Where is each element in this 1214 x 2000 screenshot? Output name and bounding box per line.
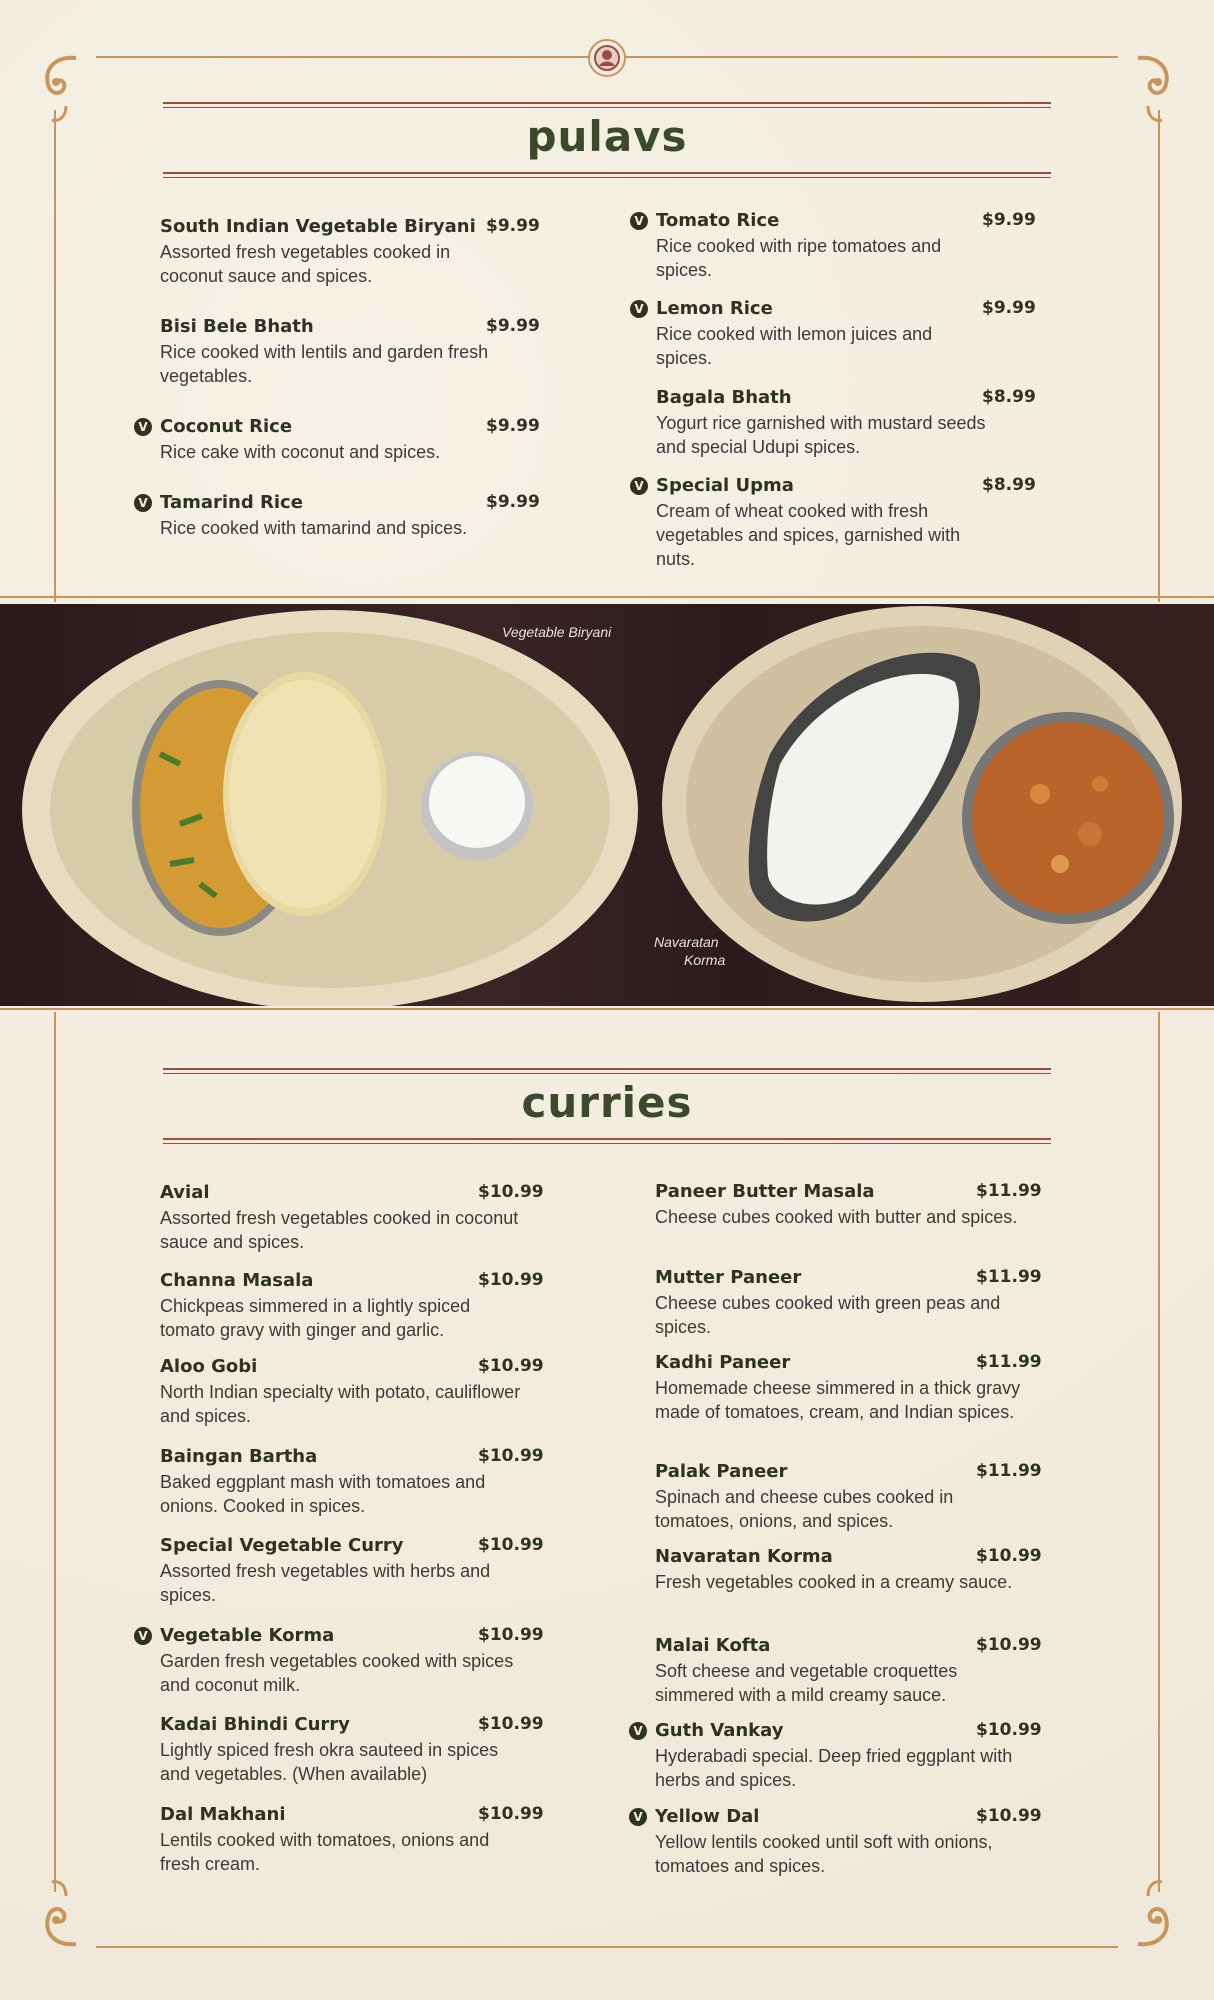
item-name: Special Vegetable Curry <box>160 1535 404 1556</box>
item-description: Rice cooked with ripe tomatoes and spices. <box>656 236 942 280</box>
item-price: $9.99 <box>982 210 1036 230</box>
frame-lower-top <box>0 1008 1214 1010</box>
item-description: Cheese cubes cooked with butter and spices. <box>655 1207 1018 1227</box>
menu-item <box>160 316 546 396</box>
menu-item <box>633 1720 1042 1800</box>
item-price: $11.99 <box>976 1267 1042 1287</box>
frame-upper-bottom <box>0 596 1214 598</box>
vegan-badge-icon: V <box>630 477 648 495</box>
item-name: Guth Vankay <box>655 1720 784 1741</box>
item-description: Lightly spiced fresh okra sauteed in spices and vegetables. (When available) <box>160 1740 499 1784</box>
vegan-badge-icon: V <box>630 212 648 230</box>
menu-item <box>160 216 546 296</box>
item-price: $10.99 <box>478 1270 544 1290</box>
logo-emblem-icon <box>587 38 627 78</box>
item-description: Fresh vegetables cooked in a creamy sauce. <box>655 1572 1013 1592</box>
menu-item <box>138 416 546 496</box>
menu-item <box>655 1461 1042 1541</box>
item-description: Soft cheese and vegetable croquettes simmered with a mild creamy sauce. <box>655 1661 958 1705</box>
item-description: Lentils cooked with tomatoes, onions and fresh cream. <box>160 1830 490 1874</box>
item-description: North Indian specialty with potato, cauliflower and spices. <box>160 1382 521 1426</box>
vegan-badge-icon: V <box>134 494 152 512</box>
item-name: Paneer Butter Masala <box>655 1181 875 1202</box>
item-name: Channa Masala <box>160 1270 314 1291</box>
item-name: Coconut Rice <box>160 416 293 437</box>
item-description: Cheese cubes cooked with green peas and spices. <box>655 1293 1001 1337</box>
item-name: Bisi Bele Bhath <box>160 316 314 337</box>
pulavs-title: pulavs <box>526 112 688 161</box>
item-name: Bagala Bhath <box>656 387 792 408</box>
item-name: Tamarind Rice <box>160 492 303 513</box>
item-name: Tomato Rice <box>656 210 780 231</box>
item-description: Assorted fresh vegetables with herbs and spices. <box>160 1561 491 1605</box>
pulavs-rule-top <box>163 102 1051 108</box>
vegan-badge-icon: V <box>629 1808 647 1826</box>
menu-item <box>655 1267 1042 1347</box>
item-price: $9.99 <box>486 216 540 236</box>
item-description: Yogurt rice garnished with mustard seeds and special Udupi spices. <box>656 413 986 457</box>
menu-item <box>655 1181 1042 1261</box>
menu-item <box>655 1546 1042 1626</box>
item-name: Kadhi Paneer <box>655 1352 791 1373</box>
menu-item <box>138 492 546 572</box>
menu-item <box>160 1182 544 1262</box>
menu-item <box>138 1625 544 1705</box>
vegan-badge-icon: V <box>629 1722 647 1740</box>
menu-item <box>633 1806 1042 1886</box>
item-name: Dal Makhani <box>160 1804 286 1825</box>
item-name: Avial <box>160 1182 210 1203</box>
item-name: Kadai Bhindi Curry <box>160 1714 350 1735</box>
item-price: $10.99 <box>976 1546 1042 1566</box>
item-description: Garden fresh vegetables cooked with spices and coconut milk. <box>160 1651 514 1695</box>
item-price: $11.99 <box>976 1461 1042 1481</box>
menu-item <box>655 1635 1042 1715</box>
item-price: $11.99 <box>976 1352 1042 1372</box>
item-price: $10.99 <box>478 1182 544 1202</box>
item-price: $8.99 <box>982 387 1036 407</box>
item-price: $10.99 <box>976 1635 1042 1655</box>
item-name: Aloo Gobi <box>160 1356 258 1377</box>
pulavs-rule-bottom <box>163 172 1051 178</box>
item-price: $10.99 <box>478 1625 544 1645</box>
item-price: $10.99 <box>976 1806 1042 1826</box>
vegan-badge-icon: V <box>134 1627 152 1645</box>
ornament-bottom-left-icon <box>36 1876 116 1956</box>
caption-navaratan-line2: Korma <box>684 952 726 968</box>
item-description: Hyderabadi special. Deep fried eggplant with herbs and spices. <box>655 1746 1013 1790</box>
item-name: Malai Kofta <box>655 1635 771 1656</box>
item-price: $9.99 <box>486 316 540 336</box>
item-price: $10.99 <box>976 1720 1042 1740</box>
menu-item <box>634 475 1042 569</box>
curries-title: curries <box>521 1078 693 1127</box>
menu-item <box>160 1446 544 1526</box>
vegan-badge-icon: V <box>630 300 648 318</box>
item-description: Rice cooked with lentils and garden fresh vegetables. <box>160 342 489 386</box>
item-price: $10.99 <box>478 1714 544 1734</box>
item-description: Yellow lentils cooked until soft with onions, tomatoes and spices. <box>655 1832 993 1876</box>
item-description: Assorted fresh vegetables cooked in coconut sauce and spices. <box>160 242 451 286</box>
menu-item <box>634 298 1042 378</box>
caption-navaratan-line1: Navaratan <box>654 934 719 950</box>
item-description: Homemade cheese simmered in a thick gravy made of tomatoes, cream, and Indian spices. <box>655 1378 1021 1422</box>
menu-item <box>160 1714 544 1794</box>
frame-left-upper <box>54 110 56 602</box>
item-description: Cream of wheat cooked with fresh vegetables and spices, garnished with nuts. <box>656 501 961 569</box>
menu-item <box>656 387 1042 467</box>
item-price: $10.99 <box>478 1804 544 1824</box>
item-name: South Indian Vegetable Biryani <box>160 216 476 237</box>
curries-rule-top <box>163 1068 1051 1074</box>
item-name: Vegetable Korma <box>160 1625 335 1646</box>
photo-band <box>0 604 1214 1006</box>
menu-item <box>160 1804 544 1884</box>
item-description: Rice cooked with tamarind and spices. <box>160 518 468 538</box>
frame-right-lower <box>1158 1012 1160 1892</box>
item-name: Mutter Paneer <box>655 1267 802 1288</box>
menu-item <box>160 1535 544 1615</box>
item-description: Rice cooked with lemon juices and spices. <box>656 324 933 368</box>
item-name: Palak Paneer <box>655 1461 788 1482</box>
item-description: Baked eggplant mash with tomatoes and onions. Cooked in spices. <box>160 1472 486 1516</box>
item-price: $10.99 <box>478 1356 544 1376</box>
item-name: Special Upma <box>656 475 794 496</box>
item-price: $9.99 <box>486 416 540 436</box>
ornament-bottom-right-icon <box>1098 1876 1178 1956</box>
food-photos-image <box>0 604 1214 1006</box>
item-description: Assorted fresh vegetables cooked in coconut sauce and spices. <box>160 1208 519 1252</box>
item-description: Rice cake with coconut and spices. <box>160 442 441 462</box>
menu-item <box>634 210 1042 290</box>
menu-item <box>160 1356 544 1436</box>
frame-right-upper <box>1158 110 1160 602</box>
frame-left-lower <box>54 1012 56 1892</box>
item-price: $8.99 <box>982 475 1036 495</box>
item-description: Chickpeas simmered in a lightly spiced tomato gravy with ginger and garlic. <box>160 1296 471 1340</box>
item-description: Spinach and cheese cubes cooked in tomatoes, onions, and spices. <box>655 1487 954 1531</box>
item-price: $9.99 <box>486 492 540 512</box>
vegan-badge-icon: V <box>134 418 152 436</box>
item-name: Baingan Bartha <box>160 1446 318 1467</box>
item-name: Yellow Dal <box>655 1806 760 1827</box>
frame-bottom-line <box>96 1946 1118 1948</box>
caption-vegetable-biryani: Vegetable Biryani <box>502 624 612 640</box>
item-name: Lemon Rice <box>656 298 773 319</box>
item-price: $10.99 <box>478 1446 544 1466</box>
item-price: $11.99 <box>976 1181 1042 1201</box>
menu-item <box>160 1270 544 1350</box>
menu-item <box>655 1352 1042 1432</box>
item-price: $10.99 <box>478 1535 544 1555</box>
item-name: Navaratan Korma <box>655 1546 833 1567</box>
curries-rule-bottom <box>163 1138 1051 1144</box>
item-price: $9.99 <box>982 298 1036 318</box>
